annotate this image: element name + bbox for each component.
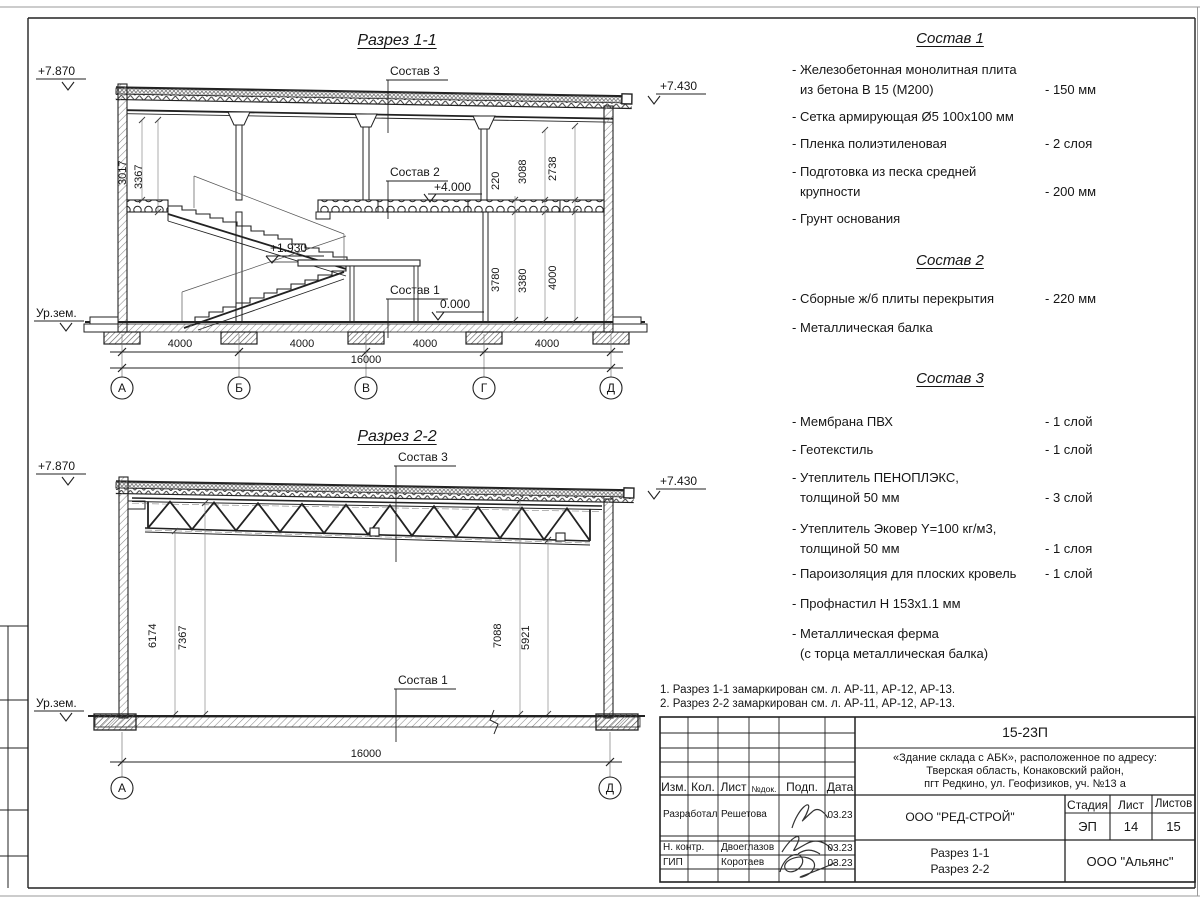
dim-label: 2738: [547, 156, 559, 181]
date-value: 03.23: [827, 810, 853, 821]
drawing-subject: Разрез 1-1: [930, 846, 990, 860]
elevation-label: +7.870: [38, 64, 76, 78]
spec-item: [792, 134, 1112, 154]
dim-label: 4000: [412, 338, 438, 350]
column-header: Дата: [826, 780, 854, 794]
spec-item-text: толщиной 50 мм: [800, 541, 900, 556]
axis-bubble-label: Г: [480, 381, 488, 395]
role-label: ГИП: [663, 857, 683, 868]
leader-label: Состав 3: [390, 64, 440, 78]
bottom-dims-2: [110, 732, 622, 799]
dim-extension-lines: [142, 120, 575, 320]
elevation-label: +7.430: [660, 474, 698, 488]
spec-item: [792, 412, 1112, 432]
role-label: Разработал: [663, 809, 718, 820]
spec-item-text: крупности: [800, 184, 861, 199]
column-header: №док.: [751, 784, 777, 794]
spec-item-value: - 200 мм: [1045, 184, 1097, 199]
stage-value: ЭП: [1078, 819, 1097, 834]
axis-bubble-label: А: [117, 781, 126, 795]
elevation-label: 0.000: [440, 297, 471, 311]
date-value: 03.23: [827, 843, 853, 854]
spec-item: [792, 107, 1112, 127]
leader-lines-2: [394, 466, 456, 742]
spec-item: [792, 209, 1112, 229]
spec-item-text: - Сетка армирующая Ø5 100х100 мм: [792, 109, 1014, 124]
design-org: ООО "РЕД-СТРОЙ": [905, 810, 1015, 824]
role-label: Н. контр.: [663, 842, 705, 853]
dim-label: 7367: [177, 625, 189, 650]
spec-item-text: - Геотекстиль: [792, 442, 874, 457]
elevation-label: +7.870: [38, 459, 76, 473]
person-name: Решетова: [721, 809, 767, 820]
ground-level-label: Ур.зем.: [36, 696, 77, 710]
spec-item-text: из бетона В 15 (М200): [800, 82, 934, 97]
elevation-label: +7.430: [660, 79, 698, 93]
spec-item-text: (с торца металлическая балка): [800, 646, 989, 661]
leader-label: Состав 1: [390, 283, 440, 297]
spec-item-value: - 3 слой: [1045, 490, 1093, 505]
spec-item: [792, 440, 1112, 460]
dim-label: 4000: [289, 338, 315, 350]
person-name: Двоеглазов: [721, 842, 775, 853]
leader-label: Состав 1: [398, 673, 448, 687]
section-2-2-title: Разрез 2-2: [357, 428, 437, 445]
column-header: Лист: [720, 780, 747, 794]
spec-item-text: - Мембрана ПВХ: [792, 414, 893, 429]
spec-item: [792, 60, 1112, 100]
spec-item-value: - 2 слоя: [1045, 136, 1093, 151]
spec-item-text: - Металлическая балка: [792, 320, 933, 335]
dim-label: 6174: [147, 623, 159, 648]
ground-level-label: Ур.зем.: [36, 306, 77, 320]
dim-total-label: 16000: [350, 748, 382, 760]
elevation-label: +1.930: [270, 241, 308, 255]
person-name: Коротаев: [721, 857, 765, 868]
axis-bubble-label: Д: [606, 381, 616, 395]
ground-slab-2: [88, 710, 645, 734]
doc-code: 15-23П: [1002, 724, 1048, 740]
spec-item: [792, 624, 1112, 664]
spec-3-title: Состав 3: [916, 370, 984, 387]
axis-bubble-label: Б: [235, 381, 243, 395]
spec-item-text: - Профнастил Н 153х1.1 мм: [792, 596, 961, 611]
spec-item-text: - Грунт основания: [792, 211, 901, 226]
spec-item-text: толщиной 50 мм: [800, 490, 900, 505]
spec-item: [792, 468, 1112, 508]
spec-item-value: - 1 слой: [1045, 442, 1093, 457]
spec-item-value: - 1 слоя: [1045, 541, 1093, 556]
spec-item-value: - 1 слой: [1045, 414, 1093, 429]
dim-label: 3367: [133, 164, 145, 189]
spec-item-text: - Утеплитель Эковер Y=100 кг/м3,: [792, 521, 997, 536]
spec-2-title: Состав 2: [916, 252, 984, 269]
dim-label: 220: [490, 171, 502, 190]
spec-item-value: - 1 слой: [1045, 566, 1093, 581]
contractor-org: ООО "Альянс": [1086, 854, 1174, 869]
object-address: «Здание склада с АБК», расположенное по адресу:: [893, 752, 1157, 764]
spec-item: [792, 318, 1112, 338]
axis-bubble-label: В: [361, 381, 370, 395]
column-header: Изм.: [661, 780, 687, 794]
spec-item: [792, 594, 1112, 614]
spec-item-text: - Утеплитель ПЕНОПЛЭКС,: [792, 470, 959, 485]
note-line: 1. Разрез 1-1 замаркирован см. л. АР-11, АР-12, АР-13.: [660, 684, 956, 696]
left-margin-stamp: [0, 626, 28, 888]
elevation-label: +4.000: [434, 180, 472, 194]
dim-label: 5921: [520, 625, 532, 650]
stage-header: Стадия: [1067, 798, 1108, 812]
spec-item: [792, 289, 1112, 309]
object-address: пгт Редкино, ул. Геофизиков, уч. №13 а: [924, 778, 1126, 790]
spec-item-value: - 220 мм: [1045, 291, 1097, 306]
dim-label: 3380: [517, 268, 529, 293]
spec-item-text: - Сборные ж/б плиты перекрытия: [792, 291, 995, 306]
object-address: Тверская область, Конаковский район,: [926, 765, 1124, 777]
dim-label: 4000: [167, 338, 193, 350]
leader-label: Состав 2: [390, 165, 440, 179]
dim-label: 4000: [534, 338, 560, 350]
drawing-subject: Разрез 2-2: [930, 862, 990, 876]
spec-item: [792, 519, 1112, 559]
spec-item-text: - Подготовка из песка средней: [792, 164, 977, 179]
spec-item-text: - Пароизоляция для плоских кровель: [792, 566, 1017, 581]
dim-label: 3017: [117, 160, 129, 185]
dim-label: 3780: [490, 267, 502, 292]
dim-ticks: [139, 117, 578, 323]
note-line: 2. Разрез 2-2 замаркирован см. л. АР-11, АР-12, АР-13.: [660, 698, 956, 710]
sheet-header: Лист: [1117, 798, 1145, 812]
sheet-value: 14: [1123, 819, 1139, 834]
spec-item-text: - Пленка полиэтиленовая: [792, 136, 947, 151]
spec-item-value: - 150 мм: [1045, 82, 1097, 97]
spec-item-text: - Металлическая ферма: [792, 626, 939, 641]
floor-slab: [127, 200, 604, 219]
column-header: Кол.: [691, 780, 715, 794]
date-value: 03.23: [827, 858, 853, 869]
spec-1-title: Состав 1: [916, 30, 984, 47]
column-header: Подп.: [786, 780, 818, 794]
spec-item: [792, 564, 1112, 584]
dim-total-label: 16000: [350, 354, 382, 366]
section-1-1-title: Разрез 1-1: [357, 32, 437, 49]
spec-item-text: - Железобетонная монолитная плита: [792, 62, 1017, 77]
section-1-1-drawing: [34, 79, 706, 399]
axis-bubble-label: Д: [605, 781, 615, 795]
sheets-value: 15: [1166, 819, 1181, 834]
spec-item: [792, 162, 1112, 202]
leader-label: Состав 3: [398, 450, 448, 464]
dim-label: 7088: [492, 623, 504, 648]
axis-bubble-label: А: [117, 381, 126, 395]
dim-extension-lines-2: [175, 500, 548, 714]
dim-label: 4000: [547, 265, 559, 290]
dim-label: 3088: [517, 159, 529, 184]
sheets-header: Листов: [1154, 798, 1193, 810]
columns: [228, 112, 495, 322]
